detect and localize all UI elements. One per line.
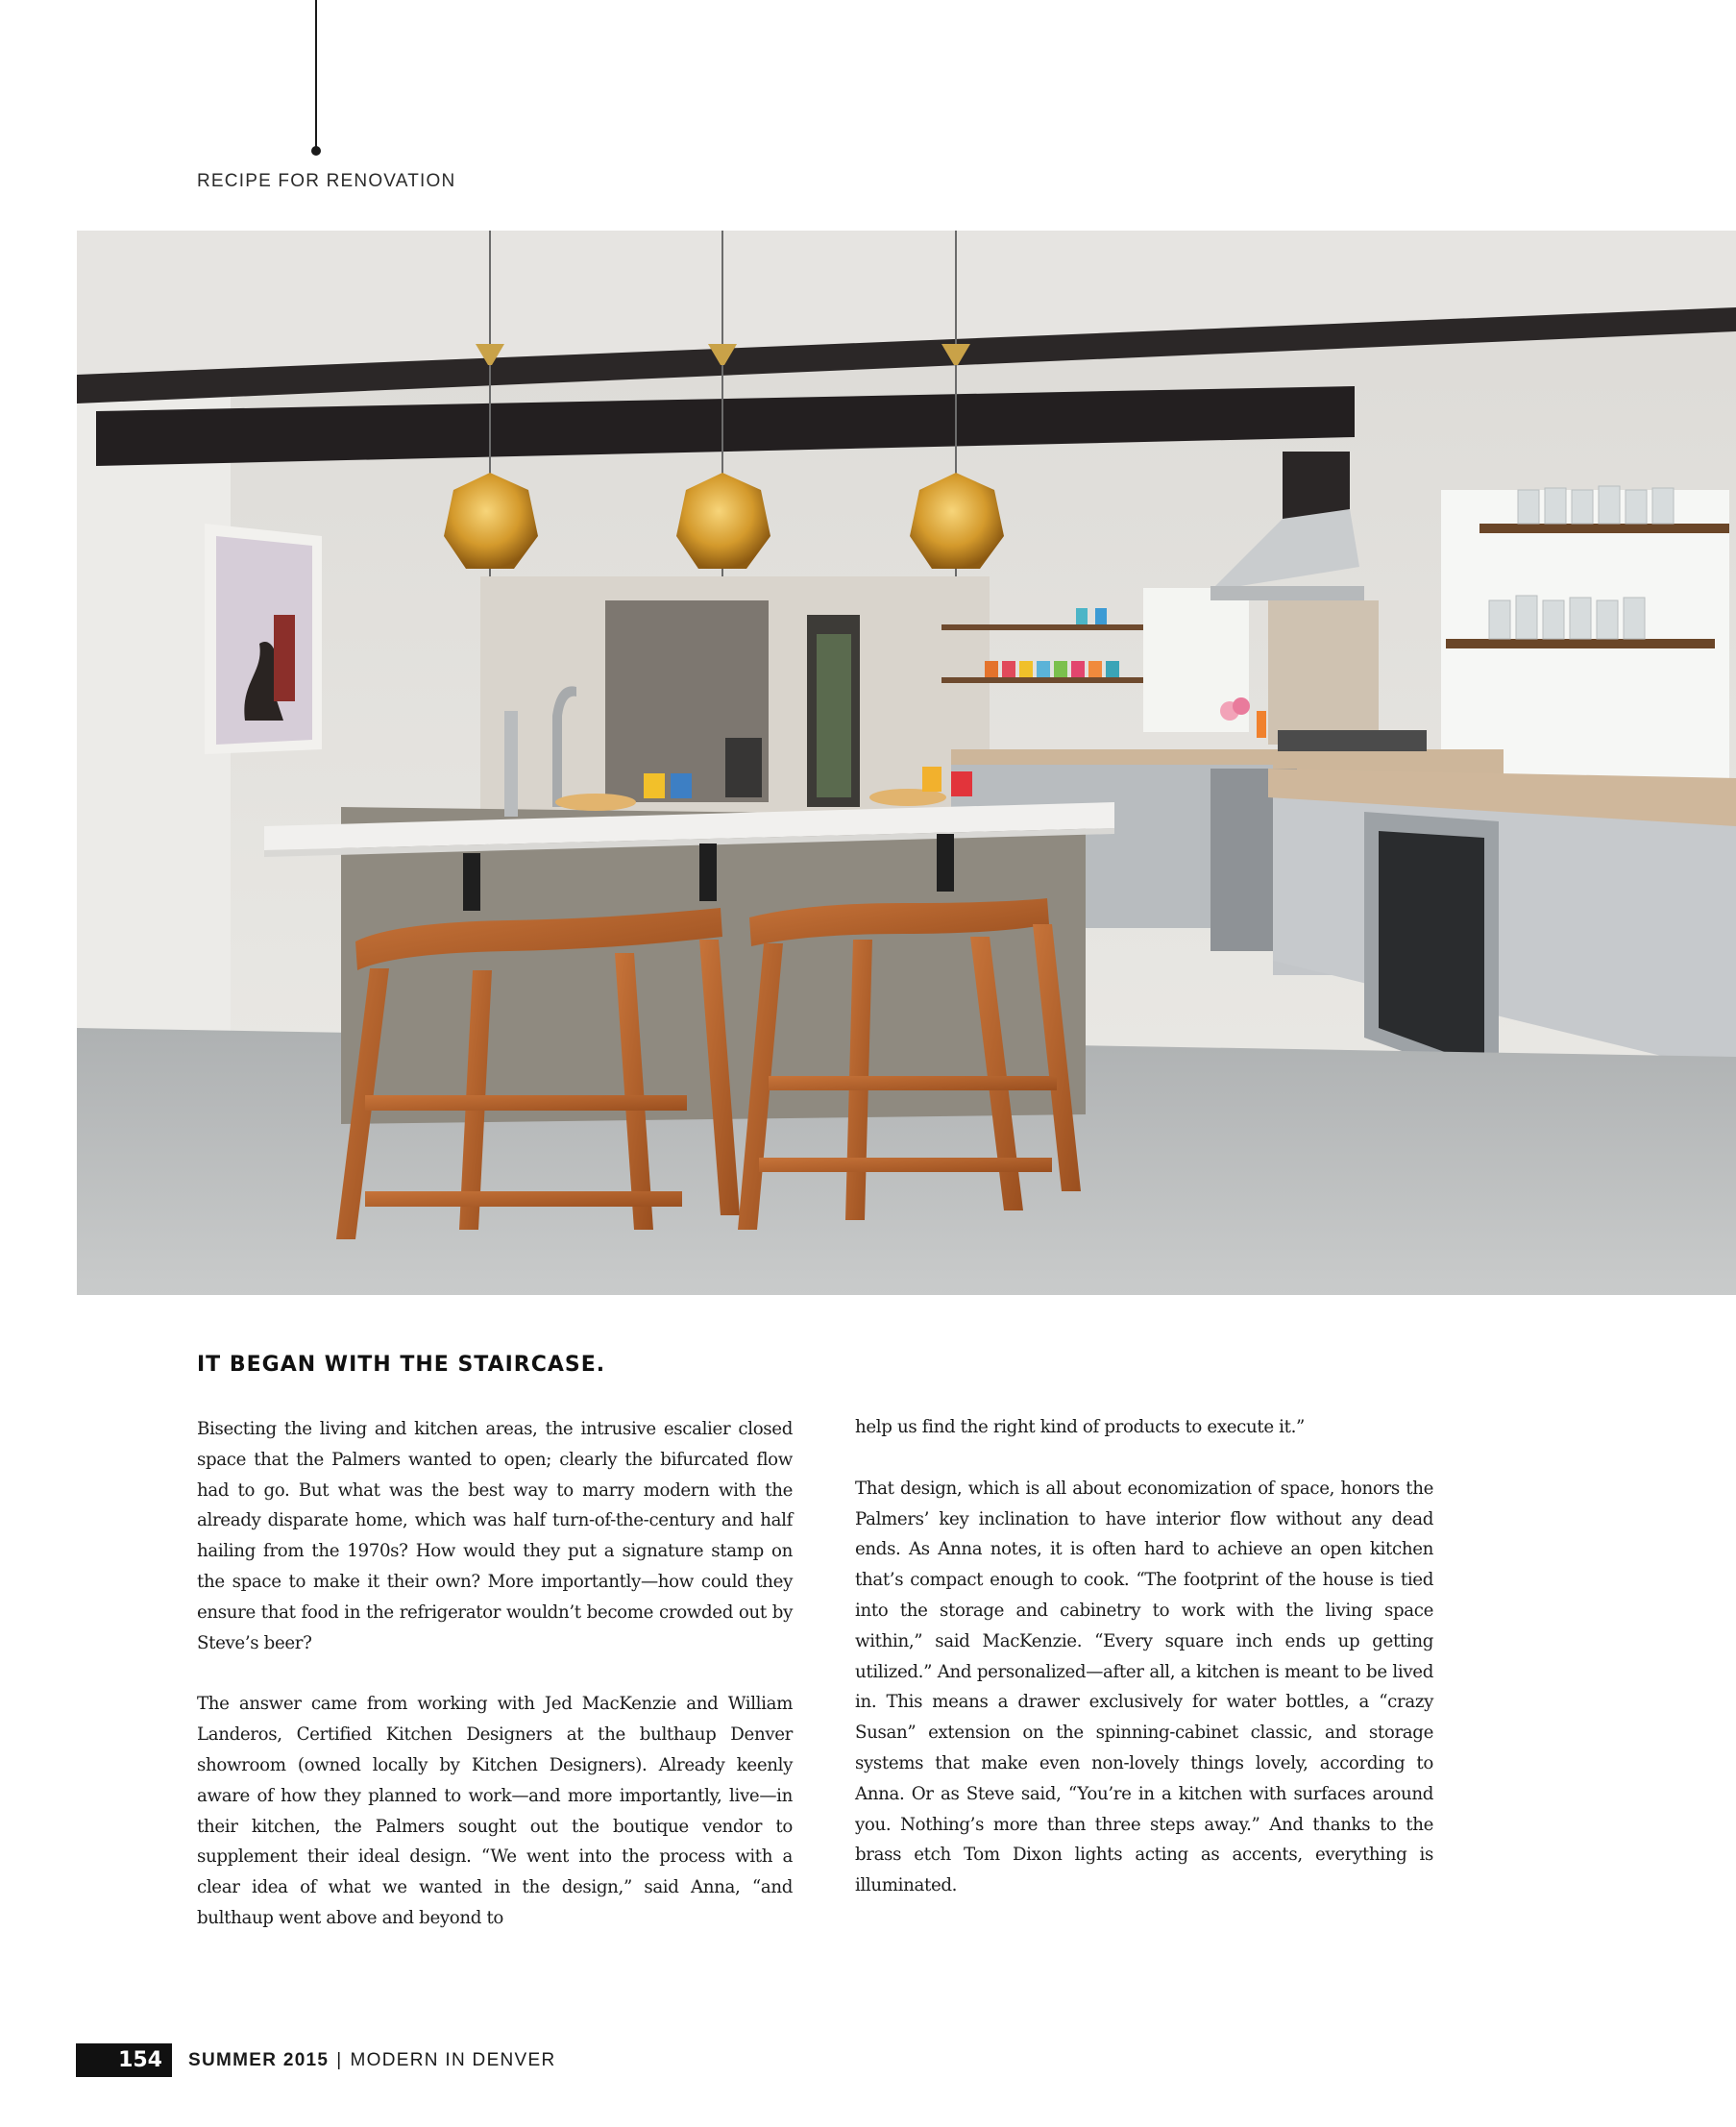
paragraph: help us find the right kind of products to execute it.”: [855, 1417, 1305, 1437]
page-number: 154: [76, 2043, 172, 2077]
section-label: RECIPE FOR RENOVATION: [197, 171, 456, 191]
kitchen-photo: [77, 231, 1736, 1295]
article-column-right: [855, 1412, 1433, 1932]
issue-season: SUMMER 2015: [188, 2050, 330, 2070]
paragraph: That design, which is all about economization of space, honors the Palmers’ key inclination to have interior flow without any dead ends. As Anna notes, it is often hard to achieve an open kitchen that’s compact enough to cook. “The footprint of the house is tied into the storage and cabinetry to work with the living space within,” said MacKenzie. “Every square inch ends up getting utilized.” And personalized—after all, a kitchen is meant to be lived in. This means a drawer exclusively for water bottles, a “crazy Susan” extension on the spinning-cabinet classic, and storage systems that make even non-lovely things lovely, according to Anna. Or as Steve said, “You’re in a kitchen with surfaces around you. Nothing’s more than three steps away.” And thanks to the brass etch Tom Dixon lights acting as accents, everything is illuminated.: [855, 1478, 1433, 1896]
decorative-vertical-rule: [315, 0, 317, 149]
folio-separator: |: [336, 2050, 343, 2070]
publication-name: MODERN IN DENVER: [350, 2050, 556, 2070]
decorative-rule-dot: [311, 146, 321, 156]
paragraph: Bisecting the living and kitchen areas, the intrusive escalier closed space that the Palmers wanted to open; clearly the bifurcated flow had to go. But what was the best way to marry modern with the already disparate home, which was half turn-of-the-century and half hailing from the 1970s? How would they put a signature stamp on the space to make it their own? More importantly—how could they ensure that food in the refrigerator wouldn’t become crowded out by Steve’s beer?: [197, 1419, 793, 1653]
article-headline: IT BEGAN WITH THE STAIRCASE.: [197, 1353, 606, 1377]
paragraph: The answer came from working with Jed MacKenzie and William Landeros, Certified Kitchen Designers at the bulthaup Denver showroom (owned locally by Kitchen Designers). Already keenly aware of how they planned to work—and more importantly, live—in their kitchen, the Palmers sought out the boutique vendor to supplement their ideal design. “We went into the process with a clear idea of what we wanted in the design,” said Anna, “and bulthaup went above and beyond to: [197, 1694, 793, 1928]
folio: [188, 2050, 556, 2071]
article-column-left: [197, 1414, 793, 1965]
